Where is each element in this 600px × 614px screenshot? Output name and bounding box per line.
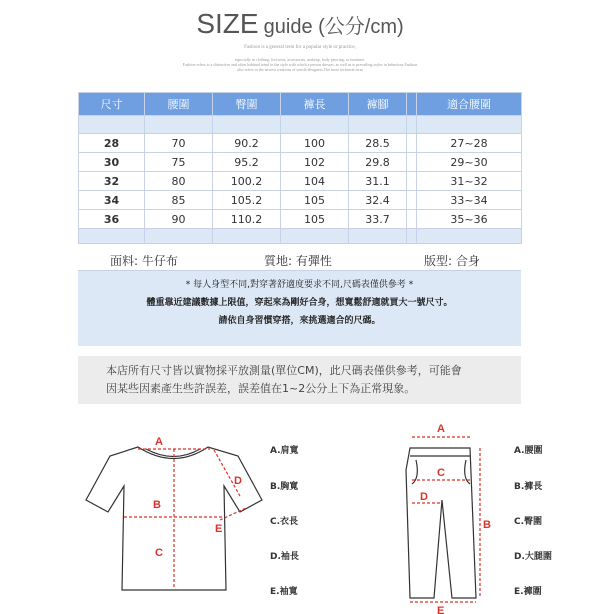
cell-size: 30 [79,153,145,172]
cell-hem: 33.7 [349,210,407,229]
header-length: 褲長 [281,93,349,116]
cell-size: 34 [79,191,145,210]
cell-fit-waist: 31~32 [417,172,522,191]
shirt-letter-a: A [155,436,163,448]
fine-print-3: Fashion refers to a distinctive and often habitual trend in the style with which a person dresses, as well as to prevailing styles in behaviour.Fashion [182,62,418,67]
cell-fit-waist: 35~36 [417,210,522,229]
pants-letter-a: A [437,423,445,435]
shirt-legend-c: C.衣長 [270,517,299,527]
title-size: SIZE [196,8,259,39]
fabric-material: 面料: 牛仔布 [110,254,178,268]
shirt-legend-b: B.胸寬 [270,482,299,492]
note-line-3: 請依自身習慣穿搭，來挑選適合的尺碼。 [218,316,381,326]
fine-print-4: also refers to the newest creations of textile designers.The more technical term [237,67,363,72]
pants-letter-b: B [483,519,491,531]
pants-legend-c: C.臀圍 [514,517,543,527]
fine-print-1: Fashion is a general term for a popular style or practice, [244,45,356,50]
header-hip: 臀圍 [213,93,281,116]
cell-hip: 100.2 [213,172,281,191]
shirt-letter-d: D [234,475,242,487]
header-waist: 腰圍 [145,93,213,116]
fabric-quality: 質地: 有彈性 [264,254,332,268]
header-hem: 褲腳 [349,93,407,116]
remark-line-2: 因某些因素產生些許誤差，誤差值在1~2公分上下為正常現象。 [106,382,416,395]
cell-size: 32 [79,172,145,191]
pants-letter-d: D [420,491,428,503]
note-line-1: * 每人身型不同,對穿著舒適度要求不同,尺碼表僅供參考 * [185,280,414,290]
shirt-legend-e: E.袖寬 [270,587,298,597]
fabric-fit: 版型: 合身 [424,254,480,268]
shirt-letter-c: C [155,547,163,559]
cell-hem: 28.5 [349,134,407,153]
pants-legend-b: B.褲長 [514,482,543,492]
cell-waist: 70 [145,134,213,153]
cell-fit-waist: 29~30 [417,153,522,172]
cell-waist: 80 [145,172,213,191]
cell-size: 36 [79,210,145,229]
header-fit-waist: 適合腰圍 [417,93,522,116]
remark-line-1: 本店所有尺寸皆以實物採平放測量(單位CM)，此尺碼表僅供參考，可能會 [106,364,462,377]
pants-letter-e: E [437,605,445,614]
fine-print-2: especially in clothing, footwear, accessories, makeup, body piercing, or furniture. [234,57,366,62]
cell-hem: 31.1 [349,172,407,191]
header-size: 尺寸 [79,93,145,116]
cell-length: 104 [281,172,349,191]
cell-hip: 95.2 [213,153,281,172]
cell-length: 102 [281,153,349,172]
cell-length: 100 [281,134,349,153]
cell-hip: 105.2 [213,191,281,210]
cell-fit-waist: 27~28 [417,134,522,153]
cell-hem: 29.8 [349,153,407,172]
cell-length: 105 [281,191,349,210]
cell-hip: 90.2 [213,134,281,153]
cell-length: 105 [281,210,349,229]
pants-legend-d: D.大腿圍 [514,552,552,562]
cell-waist: 75 [145,153,213,172]
tshirt-diagram [86,447,262,590]
pants-legend-e: E.褲圍 [514,587,542,597]
shirt-legend-a: A.肩寬 [270,446,299,456]
shirt-letter-e: E [215,523,223,535]
cell-hem: 32.4 [349,191,407,210]
cell-fit-waist: 33~34 [417,191,522,210]
shirt-letter-b: B [153,499,161,511]
title-guide: guide (公分/cm) [263,16,404,38]
shirt-legend-d: D.袖長 [270,552,299,562]
cell-waist: 90 [145,210,213,229]
note-line-2: 體重靠近建議數據上限值，穿起來為剛好合身，想寬鬆舒適就買大一號尺寸。 [146,298,453,308]
pants-legend-a: A.腰圍 [514,446,543,456]
cell-hip: 110.2 [213,210,281,229]
pants-letter-c: C [437,467,445,479]
cell-waist: 85 [145,191,213,210]
cell-size: 28 [79,134,145,153]
